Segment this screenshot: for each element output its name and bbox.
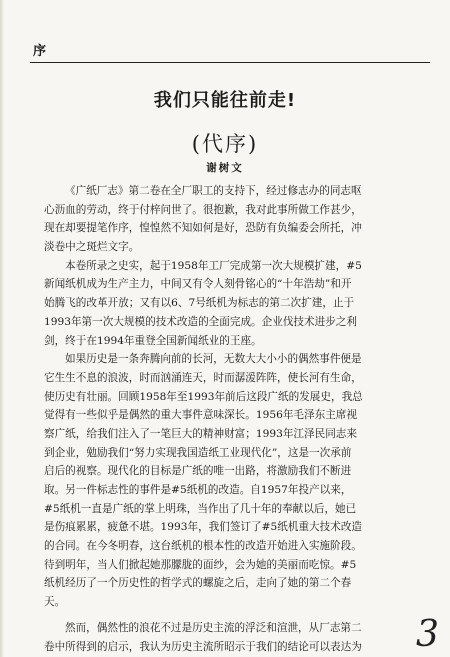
text-line: 《广纸厂志》第二卷在全厂职工的支持下，经过修志办的同志呕 [65,185,362,197]
text-line: 淡卷中之斑烂文字。 [44,241,140,254]
text-line: 始腾飞的改革开放；又有以6、7号纸机为标志的第二次扩建，止于 [44,297,355,310]
text-line: 纸机经历了一个历史性的哲学式的螺旋之后，走向了她的第二个春 [44,577,352,590]
page-title: 我们只能往前走! [153,90,297,111]
text-line: 是伤痕累累，疲惫不堪。1993年，我们签订了#5纸机重大技术改造 [44,521,363,534]
text-line: #5纸机一直是广纸的掌上明珠，当作出了几十年的奉献以后，她已 [44,502,357,515]
text-line: 然而，偶然性的浪花不过是历史主流的浮泛和渲泄，从厂志第二 [65,621,362,634]
paragraph-gap [44,612,410,619]
text-line: 如果历史是一条奔腾向前的长河，无数大大小小的偶然事件便是 [65,353,362,366]
text-line: 新闻纸机成为生产主力，中间又有令人刻骨铭心的“十年浩劫”和开 [44,278,352,291]
text-line: 心沥血的劳动，终于付梓问世了。很抱歉，我对此事所做工作甚少， [44,203,362,216]
text-line: 天。 [44,596,66,609]
text-line: 它生生不息的浪波，时而汹涌连天，时而潺湲阵阵，使长河有生命， [44,371,362,384]
body-text [44,182,410,656]
page-number: 3 [416,614,439,655]
text-line: 的合同。在今冬明春，这台纸机的根本性的改造开始进入实施阶段。 [44,540,362,553]
text-line: 启后的视察。现代化的目标是广纸的唯一出路，将激励我们不断进 [44,465,352,478]
text-line: 卷中所得到的启示，我认为历史主流所昭示于我们的结论可以表达为 [44,640,362,653]
text-line: 到企业，勉励我们“努力实现我国造纸工业现代化”，这是一次承前 [44,446,352,459]
text-line: 本卷所录之史实，起于1958年工厂完成第一次大规模扩建，#5 [65,259,362,272]
text-line: 取。另一件标志性的事件是#5纸机的改造。自1957年投产以来， [44,484,352,496]
text-line: 剑，终于在1994年重登全国新闻纸业的王座。 [44,334,262,347]
text-line: 察广纸，给我们注入了一笔巨大的精神财富；1993年江泽民同志来 [44,427,357,440]
text-line: 1993年第一次大规模的技术改造的全面完成。企业伐技术进步之利 [44,315,357,328]
text-line: 待到明年，当人们掀起她那朦胧的面纱，会为她的美丽而吃惊。#5 [44,558,357,571]
text-line: 觉得有一些似乎是偶然的重大事件意味深长。1956年毛泽东主席视 [44,409,357,422]
author-name: 谢树文 [206,162,244,174]
header-rule [30,62,430,63]
text-line: 现在却要提笔作序，惶惶然不知如何是好，恐防有负编委会所托，冲 [44,222,362,235]
running-header: 序 [33,44,47,59]
text-line: 使历史有壮丽。回顾1958年至1993年前后这段广纸的发展史，我总 [44,390,363,403]
page-subtitle: (代序) [191,132,259,156]
